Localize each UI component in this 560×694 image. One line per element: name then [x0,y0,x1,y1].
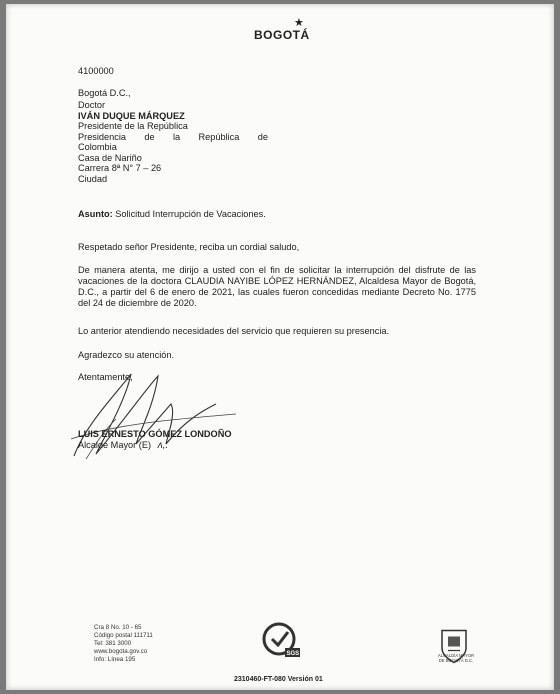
reference-number: 4100000 [78,66,114,76]
address-line: Código postal 111711 [94,632,153,639]
greeting: Respetado señor Presidente, reciba un cordial saludo, [78,242,300,252]
signer-title [78,440,168,451]
recipient-line: Presidente de la República [78,121,188,131]
letter-page [6,4,554,690]
subject-label: Asunto: [78,209,113,219]
seal-caption [426,653,486,663]
paragraph-reason: Lo anterior atendiendo necesidades del servicio que requieren su presencia. [78,326,390,336]
paragraph-thanks: Agradezco su atención. [78,350,175,360]
recipient-line: Ciudad [78,173,108,184]
recipient-line: Presidencia de la República de [78,131,268,142]
recipient-name: IVÁN DUQUE MÁRQUEZ [78,110,185,121]
address-line: Cra 8 No. 10 - 65 [94,624,142,631]
closing: Atentamente, [78,372,133,382]
logo-text: BOGOTÁ [254,28,310,42]
recipient-line: Casa de Nariño [78,152,142,163]
signer-title-text: Alcalde Mayor (E) [78,440,152,450]
recipient-line: Doctor [78,100,106,110]
recipient-block [78,100,268,184]
bogota-logo [254,17,314,48]
sgs-certification-icon [261,621,301,661]
address-line: Tel: 381 3000 [94,640,132,647]
footer-address [94,624,153,664]
address-line: Info: Línea 195 [94,656,136,663]
initials-mark: ᴧ,. [157,440,169,451]
paragraph-request: De manera atenta, me dirijo a usted con el fin de solicitar la interrupción del disfrute de las vacaciones de la doctora CLAUDIA NAYIBE LÓPEZ HERNÁNDEZ, Alcaldesa Mayor de Bogotá, D.C., a partir del 6 de enero de 2021, las cuales fueron concedidas mediante Decreto No. 1775 del 24 de diciembre de 2020. [78,265,476,308]
sgs-label: SGS [286,651,300,657]
recipient-line: Carrera 8ª N° 7 – 26 [78,163,162,173]
address-line: www.bogota.gov.co [94,648,148,655]
signer-name: LUIS ERNESTO GÓMEZ LONDOÑO [78,429,232,439]
recipient-line: Colombia [78,142,117,152]
subject-text: Solicitud Interrupción de Vacaciones. [115,209,266,219]
star-icon: ★ [294,17,304,29]
subject-line [78,209,266,220]
city-line: Bogotá D.C., [78,88,131,98]
form-code: 2310460-FT-080 Versión 01 [234,676,323,683]
bogota-seal-icon [434,619,474,674]
seal-line: DE BOGOTÁ D.C. [438,658,474,663]
seal-line: ALCALDÍA MAYOR [437,653,475,658]
